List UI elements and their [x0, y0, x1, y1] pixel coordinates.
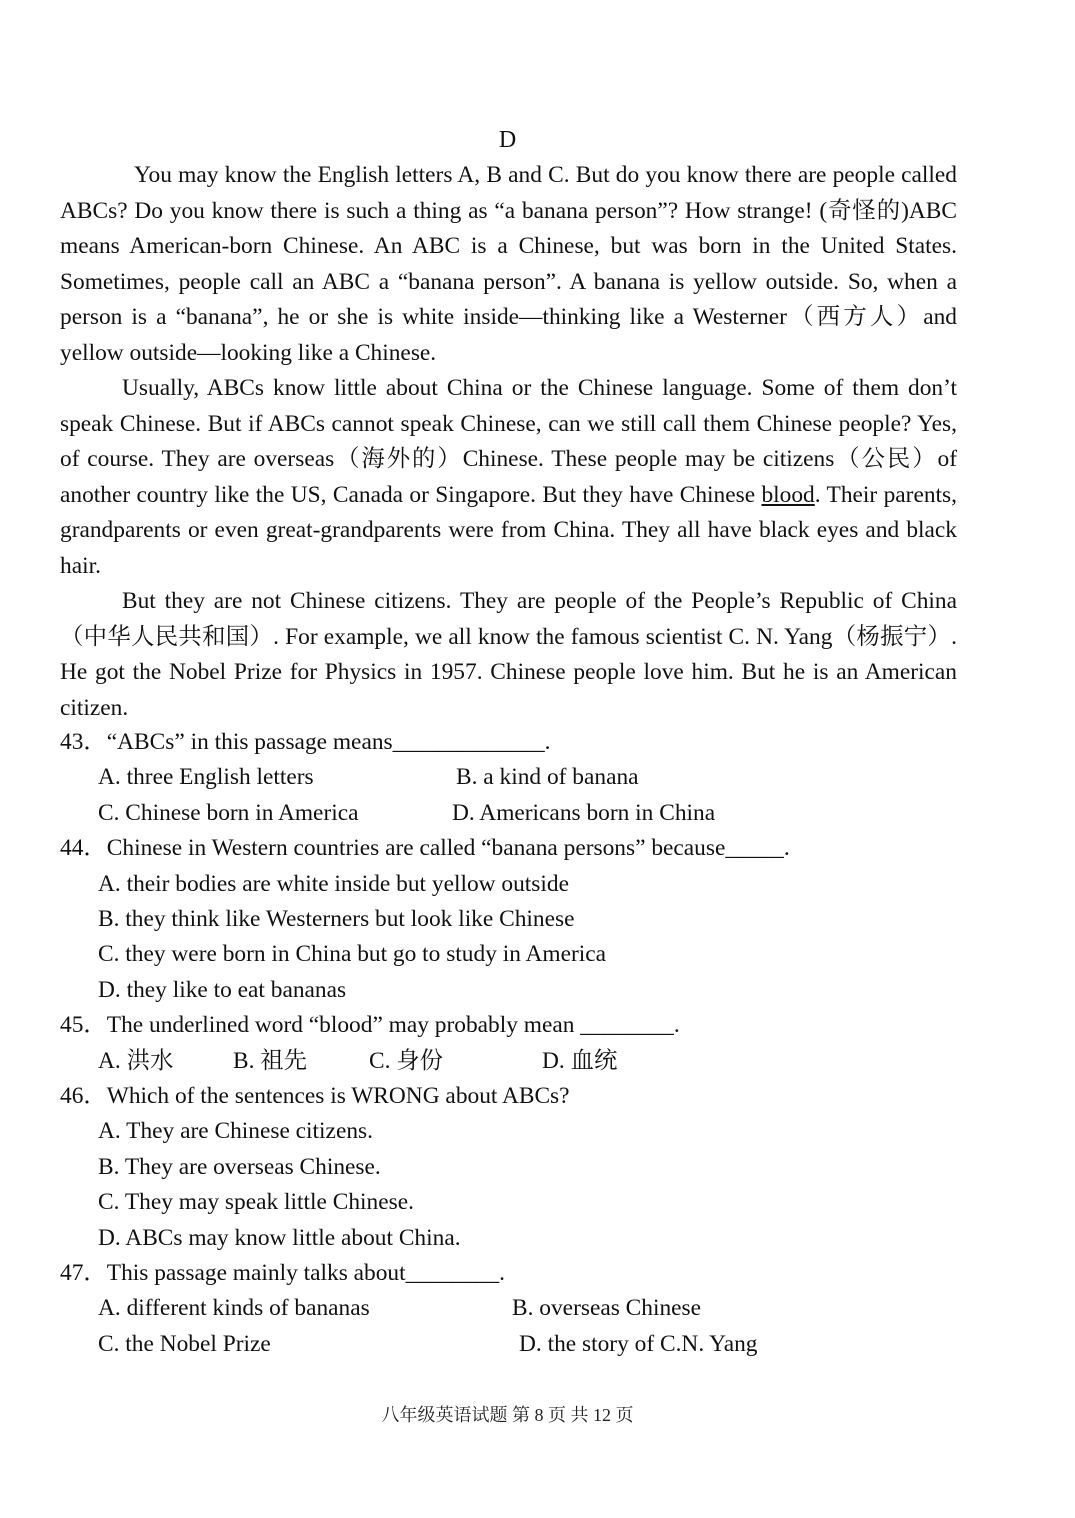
reading-passage: [60, 158, 957, 726]
passage-paragraph-2-text-a: Usually, ABCs know little about China or the Chinese language. Some of them don’t speak Chinese. But if ABCs cannot speak Chinese, can we still call them Chinese people? Yes, of course. They are overseas（海外的）Chinese. These people may be citizens（公民）of another country like the US, Canada or Singapore. But they have Chinese: [60, 375, 957, 508]
option-c: C. they were born in China but go to study in America: [98, 941, 607, 968]
passage-paragraph-2: [60, 371, 957, 584]
question-46: [60, 1079, 957, 1256]
option-d: D. 血统: [542, 1047, 618, 1074]
option-a: A. different kinds of bananas: [98, 1295, 370, 1322]
question-stem: 46．Which of the sentences is WRONG about ABCs?: [60, 1083, 570, 1110]
passage-paragraph-3: But they are not Chinese citizens. They are people of the People’s Republic of China（中华人民共和国）. For example, we all know the famous scientist C. N. Yang（杨振宁）. He got the Nobel Prize for Physics in 1957. Chinese people love him. But he is an American citizen.: [60, 588, 957, 721]
question-stem: 45．The underlined word “blood” may probably mean ________.: [60, 1012, 680, 1039]
option-d: D. they like to eat bananas: [98, 976, 347, 1003]
option-b: B. overseas Chinese: [512, 1295, 702, 1322]
option-c: C. the Nobel Prize: [98, 1330, 271, 1357]
question-list: [60, 725, 957, 1362]
option-row: [98, 1291, 957, 1326]
question-stem: 43．“ABCs” in this passage means_____________.: [60, 729, 551, 755]
passage-paragraph-1: You may know the English letters A, B and C. But do you know there are people called ABCs? Do you know there is such a thing as “a banana person”? How strange! (奇怪的)ABC means American-born Chinese. An ABC is a Chinese, but was born in the United States. Sometimes, people call an ABC a “banana person”. A banana is yellow outside. So, when a person is a “banana”, he or she is white inside—thinking like a Westerner（西方人）and yellow outside—looking like a Chinese.: [60, 162, 957, 366]
option-b: B. 祖先: [233, 1047, 308, 1074]
option-list: [60, 867, 957, 1009]
option-row: [98, 760, 957, 795]
question-43: [60, 725, 957, 831]
option-list: [60, 1291, 957, 1362]
option-c: C. 身份: [369, 1047, 444, 1074]
option-row: [98, 796, 957, 831]
option-a: A. They are Chinese citizens.: [98, 1118, 373, 1145]
page-footer: 八年级英语试题 第 8 页 共 12 页: [381, 1405, 634, 1425]
question-stem: 47．This passage mainly talks about________.: [60, 1260, 506, 1287]
question-45: [60, 1008, 957, 1079]
option-b: B. a kind of banana: [456, 764, 639, 791]
question-stem: 44．Chinese in Western countries are called “banana persons” because_____.: [60, 835, 790, 862]
option-row: [98, 1044, 957, 1079]
option-c: C. They may speak little Chinese.: [98, 1189, 414, 1216]
option-a: A. three English letters: [98, 764, 314, 791]
question-47: [60, 1256, 957, 1362]
option-b: B. they think like Westerners but look like Chinese: [98, 906, 575, 932]
section-heading: D: [498, 127, 517, 153]
option-c: C. Chinese born in America: [98, 799, 359, 826]
underlined-word-blood: blood: [761, 481, 815, 508]
question-44: [60, 831, 957, 1008]
option-list: [60, 1044, 957, 1079]
option-list: [60, 760, 957, 831]
option-b: B. They are overseas Chinese.: [98, 1153, 381, 1180]
option-row: [98, 1327, 957, 1362]
option-a: A. their bodies are white inside but yellow outside: [98, 870, 569, 897]
option-d: D. Americans born in China: [452, 799, 716, 826]
option-list: [60, 1114, 957, 1256]
passage-paragraph-2-text-b: . Their parents, grandparents or even great-grandparents were from China. They all have black eyes and black hair.: [60, 481, 957, 579]
option-a: A. 洪水: [98, 1047, 174, 1074]
option-d: D. ABCs may know little about China.: [98, 1224, 461, 1251]
option-d: D. the story of C.N. Yang: [519, 1330, 758, 1357]
